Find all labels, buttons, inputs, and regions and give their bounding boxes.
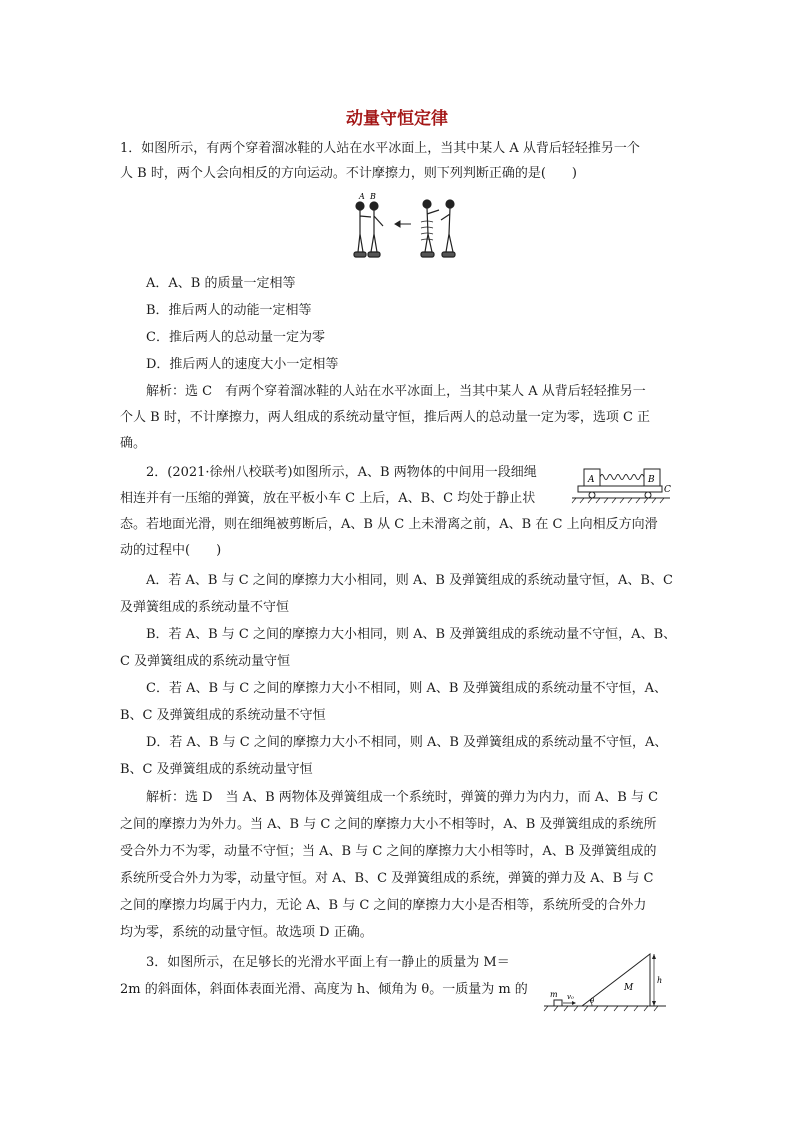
q2-analysis-line-4: 系统所受合外力为零，动量守恒。对 A、B、C 及弹簧组成的系统，弹簧的弹力及 A、B 与 C <box>120 871 654 886</box>
q2-stem-line-2: 相连并有一压缩的弹簧，放在平板小车 C 上后，A、B、C 均处于静止状 <box>120 491 536 506</box>
q1-option-c: C．推后两人的总动量一定为零 <box>146 330 325 345</box>
compressed-spring <box>600 475 644 480</box>
q3-label-h: h <box>657 976 663 985</box>
q2-stem-line-4: 动的过程中( ) <box>120 543 222 558</box>
q2-option-b-line-2: C 及弹簧组成的系统动量守恒 <box>120 654 291 669</box>
right-skater-a <box>421 200 439 257</box>
q1-label-b: B <box>370 192 376 201</box>
q1-analysis-line-2: 个人 B 时，不计摩擦力，两人组成的系统动量守恒，推后两人的总动量一定为零，选项 C 正 <box>120 410 651 425</box>
page-title: 动量守恒定律 <box>346 109 448 129</box>
q2-option-b-line-1: B．若 A、B 与 C 之间的摩擦力大小相同，则 A、B 及弹簧组成的系统动量不守恒，A、B、 <box>146 627 677 642</box>
q2-stem-line-1: 2．(2021·徐州八校联考)如图所示，A、B 两物体的中间用一段细绳 <box>146 465 537 480</box>
q1-analysis-line-3: 确。 <box>120 436 147 451</box>
cart-wheel-right <box>645 492 651 498</box>
q1-skaters-figure <box>343 190 469 264</box>
left-skater-b <box>368 202 383 257</box>
q2-analysis-line-6: 均为零，系统的动量守恒。故选项 D 正确。 <box>120 925 373 940</box>
q3-stem-line-1: 3．如图所示，在足够长的光滑水平面上有一静止的质量为 M＝ <box>146 955 510 970</box>
q2-analysis-line-1: 解析：选 D 当 A、B 两物体及弹簧组成一个系统时，弹簧的弹力为内力，而 A、B 与 C <box>146 790 659 805</box>
q2-analysis-line-5: 之间的摩擦力均属于内力，无论 A、B 与 C 之间的摩擦力大小是否相等，系统所受的合外力 <box>120 898 647 913</box>
q2-label-a: A <box>588 475 595 485</box>
q3-label-theta: θ <box>590 997 595 1005</box>
small-block-m <box>554 1000 562 1006</box>
q2-analysis-line-3: 受合外力不为零，动量不守恒；当 A、B 与 C 之间的摩擦力大小相等时，A、B 及弹簧组成的 <box>120 844 657 859</box>
q3-incline-figure <box>542 950 668 1014</box>
q3-label-mass: M <box>624 983 634 993</box>
q1-stem-line-1: 1．如图所示，有两个穿着溜冰鞋的人站在水平冰面上，当其中某人 A 从背后轻轻推另一个 <box>120 141 640 156</box>
q1-label-a: A <box>359 192 365 201</box>
q2-label-c: C <box>664 485 671 495</box>
q1-option-a: A．A、B 的质量一定相等 <box>146 276 296 291</box>
q2-label-b: B <box>648 475 655 485</box>
q1-option-b: B．推后两人的动能一定相等 <box>146 303 312 318</box>
right-skater-b <box>441 200 455 257</box>
q2-option-d-line-2: B、C 及弹簧组成的系统动量守恒 <box>120 762 313 777</box>
q1-stem-line-2: 人 B 时，两个人会向相反的方向运动。不计摩擦力，则下列判断正确的是( ) <box>120 166 577 181</box>
q2-cart-figure <box>570 462 674 510</box>
q2-option-a-line-2: 及弹簧组成的系统动量不守恒 <box>120 600 290 615</box>
cart-wheel-left <box>589 492 595 498</box>
q3-label-v0: v₀ <box>567 993 574 1001</box>
cart-c <box>578 486 662 492</box>
q3-stem-line-2: 2m 的斜面体，斜面体表面光滑、高度为 h、倾角为 θ。一质量为 m 的 <box>120 982 528 997</box>
q2-option-a-line-1: A．若 A、B 与 C 之间的摩擦力大小相同，则 A、B 及弹簧组成的系统动量守恒，A、B、C <box>146 573 673 588</box>
q2-stem-line-3: 态。若地面光滑，则在细绳被剪断后，A、B 从 C 上未滑离之前，A、B 在 C 上向相反方向滑 <box>120 517 658 532</box>
q2-analysis-line-2: 之间的摩擦力为外力。当 A、B 与 C 之间的摩擦力大小不相等时，A、B 及弹簧组成的系统所 <box>120 817 657 832</box>
q2-option-d-line-1: D．若 A、B 与 C 之间的摩擦力大小不相同，则 A、B 及弹簧组成的系统动量不守恒，A、 <box>146 735 668 750</box>
q2-option-c-line-2: B、C 及弹簧组成的系统动量不守恒 <box>120 708 326 723</box>
direction-arrow-icon <box>395 221 411 227</box>
q1-option-d: D．推后两人的速度大小一定相等 <box>146 357 339 372</box>
q2-option-c-line-1: C．若 A、B 与 C 之间的摩擦力大小不相同，则 A、B 及弹簧组成的系统动量不守恒，A、 <box>146 681 667 696</box>
q3-label-m: m <box>550 990 558 999</box>
q1-analysis-line-1: 解析：选 C 有两个穿着溜冰鞋的人站在水平冰面上，当其中某人 A 从背后轻轻推另一 <box>146 384 646 399</box>
left-skater-a <box>354 202 371 257</box>
